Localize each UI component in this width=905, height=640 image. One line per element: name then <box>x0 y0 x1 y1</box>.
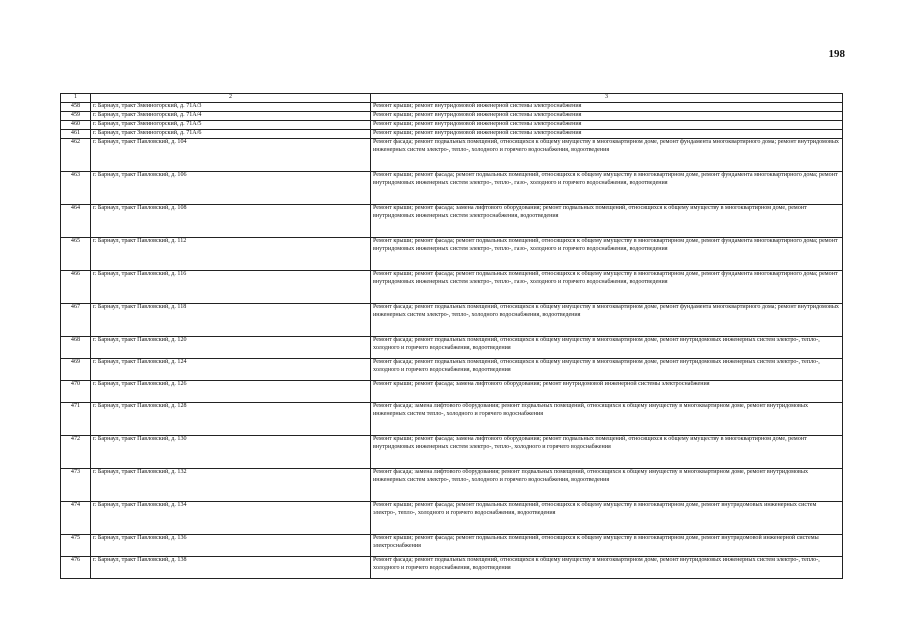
row-works: Ремонт крыши; ремонт внутридомовой инженерной системы электроснабжения <box>371 130 843 139</box>
row-address: г. Барнаул, тракт Павловский, д. 134 <box>91 502 371 535</box>
table-row <box>61 381 843 403</box>
table-row <box>61 130 843 139</box>
row-number: 469 <box>61 359 91 381</box>
row-number: 472 <box>61 436 91 469</box>
row-address: г. Барнаул, тракт Змеиногорский, д. 71А/3 <box>91 103 371 112</box>
table-row <box>61 112 843 121</box>
row-address: г. Барнаул, тракт Павловский, д. 128 <box>91 403 371 436</box>
row-works: Ремонт крыши; ремонт внутридомовой инженерной системы электроснабжения <box>371 112 843 121</box>
row-address: г. Барнаул, тракт Павловский, д. 116 <box>91 271 371 304</box>
column-header-number: 1 <box>61 94 91 103</box>
row-works: Ремонт крыши; ремонт фасада; ремонт подвальных помещений, относящихся к общему имуществу в многоквартирном доме, ремонт фундамента многоквартирного дома; ремонт внутридомовых инженерных систем электро-, тепло-, газо-, холодного и горячего водоснабжения, водоотведения <box>371 238 843 271</box>
table-row <box>61 172 843 205</box>
row-number: 460 <box>61 121 91 130</box>
row-number: 474 <box>61 502 91 535</box>
row-number: 463 <box>61 172 91 205</box>
table-row <box>61 469 843 502</box>
table-row <box>61 502 843 535</box>
row-number: 467 <box>61 304 91 337</box>
repair-registry-table <box>60 93 843 579</box>
row-address: г. Барнаул, тракт Павловский, д. 136 <box>91 535 371 557</box>
row-works: Ремонт фасада; замена лифтового оборудования; ремонт подвальных помещений, относящихся к общему имуществу в многоквартирном доме, ремонт внутридомовых инженерных систем электро-, тепло-, холодного и горячего водоснабжения, водоотведения <box>371 469 843 502</box>
table-row <box>61 139 843 172</box>
table-header-row <box>61 94 843 103</box>
table-row <box>61 359 843 381</box>
page-number: 198 <box>828 48 845 60</box>
table-row <box>61 103 843 112</box>
row-address: г. Барнаул, тракт Змеиногорский, д. 71А/4 <box>91 112 371 121</box>
table-row <box>61 535 843 557</box>
row-works: Ремонт крыши; ремонт фасада; замена лифтового оборудования; ремонт подвальных помещений, относящихся к общему имуществу в многоквартирном доме, ремонт внутридомовых инженерных систем электро-, тепло-, холодного и горячего водоснабжения <box>371 436 843 469</box>
row-address: г. Барнаул, тракт Павловский, д. 124 <box>91 359 371 381</box>
row-address: г. Барнаул, тракт Павловский, д. 120 <box>91 337 371 359</box>
row-works: Ремонт фасада; ремонт подвальных помещений, относящихся к общему имуществу в многоквартирном доме, ремонт фундамента многоквартирного дома; ремонт внутридомовых инженерных систем электро-, тепло-, холодного и горячего водоснабжения, водоотведения <box>371 139 843 172</box>
row-number: 471 <box>61 403 91 436</box>
row-number: 461 <box>61 130 91 139</box>
row-works: Ремонт фасада; ремонт подвальных помещений, относящихся к общему имуществу в многоквартирном доме, ремонт внутридомовых инженерных систем электро-, тепло-, холодного и горячего водоснабжения, водоотведения <box>371 337 843 359</box>
row-address: г. Барнаул, тракт Павловский, д. 126 <box>91 381 371 403</box>
row-works: Ремонт крыши; ремонт фасада; замена лифтового оборудования; ремонт подвальных помещений, относящихся к общему имуществу в многоквартирном доме, ремонт внутридомовых инженерных систем электроснабжения, водоотведения <box>371 205 843 238</box>
table-row <box>61 271 843 304</box>
row-works: Ремонт фасада; ремонт подвальных помещений, относящихся к общему имуществу в многоквартирном доме, ремонт внутридомовых инженерных систем электро-, тепло-, холодного и горячего водоснабжения, водоотведения <box>371 359 843 381</box>
row-works: Ремонт крыши; ремонт фасада; ремонт подвальных помещений, относящихся к общему имуществу в многоквартирном доме, ремонт внутридомовой инженерной системы электроснабжения <box>371 535 843 557</box>
row-works: Ремонт крыши; ремонт фасада; ремонт подвальных помещений, относящихся к общему имуществу в многоквартирном доме, ремонт фундамента многоквартирного дома; ремонт внутридомовых инженерных систем электро-, тепло-, газо-, холодного и горячего водоснабжения, водоотведения <box>371 271 843 304</box>
row-number: 476 <box>61 557 91 579</box>
table-row <box>61 557 843 579</box>
table-row <box>61 304 843 337</box>
row-works: Ремонт крыши; ремонт внутридомовой инженерной системы электроснабжения <box>371 103 843 112</box>
row-works: Ремонт крыши; ремонт фасада; ремонт подвальных помещений, относящихся к общему имуществу в многоквартирном доме, ремонт внутридомовых инженерных систем электро-, тепло-, холодного и горячего водоснабжения, водоотведения <box>371 502 843 535</box>
column-header-works: 3 <box>371 94 843 103</box>
row-address: г. Барнаул, тракт Павловский, д. 132 <box>91 469 371 502</box>
row-address: г. Барнаул, тракт Павловский, д. 118 <box>91 304 371 337</box>
row-number: 466 <box>61 271 91 304</box>
row-works: Ремонт крыши; ремонт фасада; замена лифтового оборудования; ремонт внутридомовой инженерной системы электроснабжения <box>371 381 843 403</box>
row-works: Ремонт крыши; ремонт внутридомовой инженерной системы электроснабжения <box>371 121 843 130</box>
column-header-address: 2 <box>91 94 371 103</box>
table-row <box>61 238 843 271</box>
row-address: г. Барнаул, тракт Павловский, д. 106 <box>91 172 371 205</box>
table-row <box>61 205 843 238</box>
row-address: г. Барнаул, тракт Павловский, д. 108 <box>91 205 371 238</box>
row-address: г. Барнаул, тракт Змеиногорский, д. 71А/5 <box>91 121 371 130</box>
row-number: 462 <box>61 139 91 172</box>
row-address: г. Барнаул, тракт Павловский, д. 104 <box>91 139 371 172</box>
row-number: 470 <box>61 381 91 403</box>
row-address: г. Барнаул, тракт Павловский, д. 138 <box>91 557 371 579</box>
table-row <box>61 337 843 359</box>
table-row <box>61 436 843 469</box>
row-number: 475 <box>61 535 91 557</box>
row-works: Ремонт фасада; замена лифтового оборудования; ремонт подвальных помещений, относящихся к общему имуществу в многоквартирном доме, ремонт внутридомовых инженерных систем тепло-, холодного и горячего водоснабжения <box>371 403 843 436</box>
row-number: 464 <box>61 205 91 238</box>
table-row <box>61 121 843 130</box>
row-number: 465 <box>61 238 91 271</box>
row-number: 459 <box>61 112 91 121</box>
row-address: г. Барнаул, тракт Павловский, д. 130 <box>91 436 371 469</box>
row-works: Ремонт фасада; ремонт подвальных помещений, относящихся к общему имуществу в многоквартирном доме, ремонт фундамента многоквартирного дома; ремонт внутридомовых инженерных систем электро-, тепло-, холодного водоснабжения, водоотведения <box>371 304 843 337</box>
row-number: 468 <box>61 337 91 359</box>
row-works: Ремонт фасада; ремонт подвальных помещений, относящихся к общему имуществу в многоквартирном доме, ремонт внутридомовых инженерных систем электро-, тепло-, холодного и горячего водоснабжения, водоотведения <box>371 557 843 579</box>
row-address: г. Барнаул, тракт Павловский, д. 112 <box>91 238 371 271</box>
row-works: Ремонт крыши; ремонт фасада; ремонт подвальных помещений, относящихся к общему имуществу в многоквартирном доме, ремонт фундамента многоквартирного дома; ремонт внутридомовых инженерных систем электро-, тепло-, газо-, холодного и горячего водоснабжения, водоотведения <box>371 172 843 205</box>
row-number: 473 <box>61 469 91 502</box>
row-address: г. Барнаул, тракт Змеиногорский, д. 71А/6 <box>91 130 371 139</box>
table-row <box>61 403 843 436</box>
row-number: 458 <box>61 103 91 112</box>
